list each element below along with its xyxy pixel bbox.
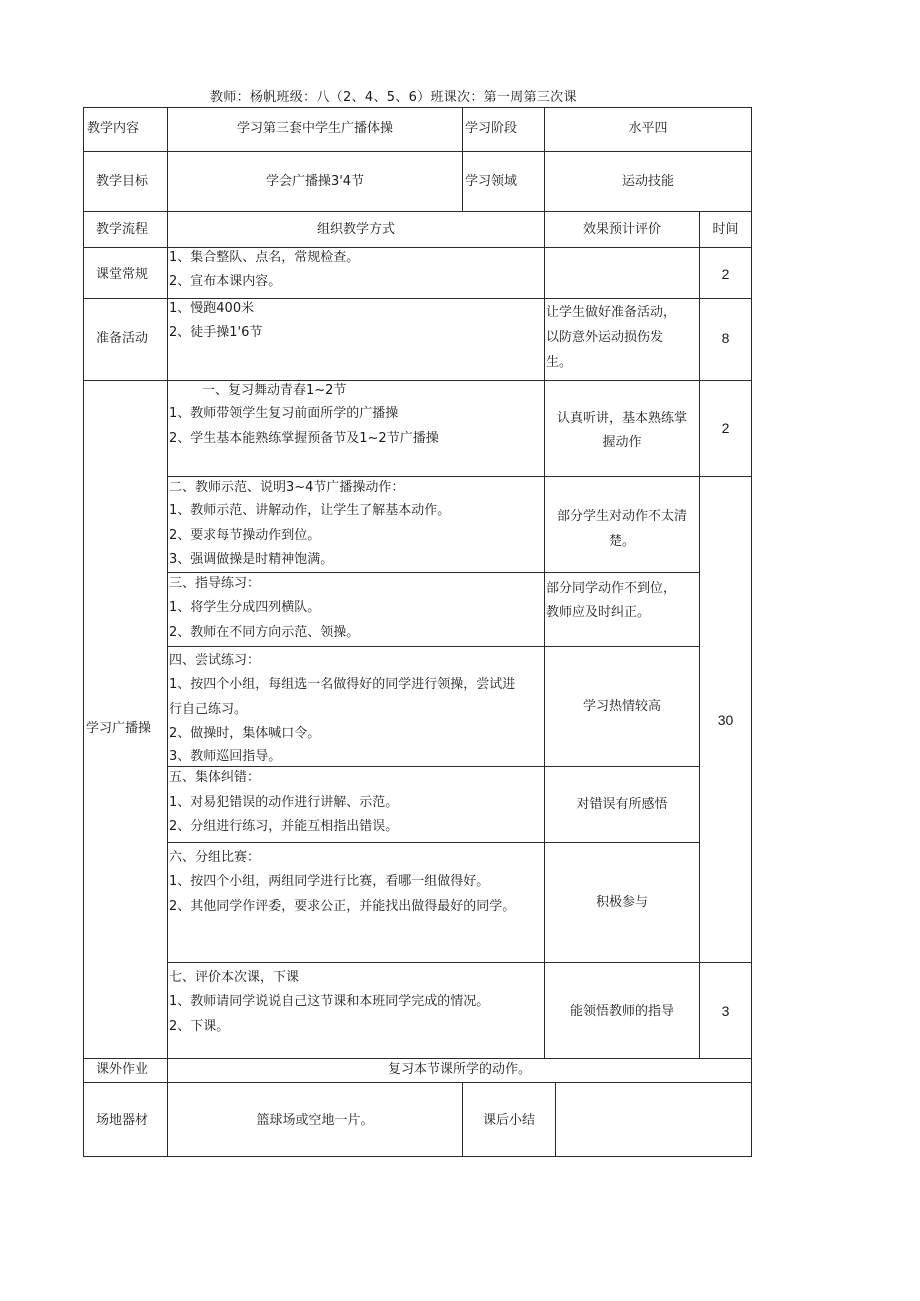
guide-title: 三、指导练习： bbox=[169, 576, 261, 591]
review-line: 1、教师带领学生复习前面所学的广播操 bbox=[169, 406, 399, 421]
routine-line: 1、集合整队、点名，常规检查。 bbox=[169, 250, 360, 265]
review-effect-line: 握动作 bbox=[602, 435, 642, 450]
venue-value: 篮球场或空地一片。 bbox=[256, 1113, 374, 1128]
guide-effect-line: 部分同学动作不到位， bbox=[546, 581, 677, 596]
row-divider bbox=[83, 1082, 752, 1083]
compete-line: 2、其他同学作评委，要求公正，并能找出做得最好的同学。 bbox=[169, 899, 516, 914]
correct-line: 1、对易犯错误的动作进行讲解、示范。 bbox=[169, 795, 399, 810]
stage-label: 学习阶段 bbox=[465, 121, 518, 136]
row-divider bbox=[83, 247, 752, 248]
demo-effect-line: 部分学生对动作不太清 bbox=[556, 509, 687, 524]
correct-title: 五、集体纠错： bbox=[169, 770, 261, 785]
warmup-label: 准备活动 bbox=[96, 331, 149, 346]
trial-line: 2、做操时，集体喊口令。 bbox=[169, 726, 321, 741]
correct-effect: 对错误有所感悟 bbox=[576, 797, 668, 812]
row-divider bbox=[167, 766, 699, 767]
review-title: 一、复习舞动青春1~2节 bbox=[202, 383, 347, 398]
routine-time: 2 bbox=[721, 266, 730, 282]
row-divider bbox=[167, 646, 699, 647]
evaluate-title: 七、评价本次课，下课 bbox=[169, 970, 300, 985]
effect-column-header: 效果预计评价 bbox=[582, 222, 661, 237]
row-divider bbox=[83, 211, 752, 212]
row-divider bbox=[83, 298, 752, 299]
evaluate-line: 1、教师请同学说说自己这节课和本班同学完成的情况。 bbox=[169, 994, 490, 1009]
row-divider bbox=[167, 572, 699, 573]
warmup-effect-line: 让学生做好准备活动， bbox=[546, 305, 677, 320]
table-top-border bbox=[83, 107, 752, 108]
warmup-effect-line: 生。 bbox=[546, 355, 573, 370]
demo-effect-line: 楚。 bbox=[608, 534, 635, 549]
homework-value: 复习本节课所学的动作。 bbox=[387, 1062, 531, 1077]
warmup-effect-line: 以防意外运动损伤发 bbox=[546, 330, 664, 345]
method-column-header: 组织教学方式 bbox=[316, 222, 395, 237]
table-left-border bbox=[83, 107, 84, 1157]
row-divider bbox=[167, 476, 752, 477]
row-divider bbox=[83, 1058, 752, 1059]
table-bottom-border bbox=[83, 1156, 752, 1157]
flow-label: 教学流程 bbox=[96, 222, 149, 237]
demo-line: 3、强调做操是时精神饱满。 bbox=[169, 552, 334, 567]
column-divider bbox=[167, 107, 168, 1157]
content-label: 教学内容 bbox=[87, 121, 140, 136]
content-value: 学习第三套中学生广播体操 bbox=[236, 121, 393, 136]
trial-line: 3、教师巡回指导。 bbox=[169, 749, 282, 764]
demo-line: 1、教师示范、讲解动作，让学生了解基本动作。 bbox=[169, 503, 451, 518]
correct-line: 2、分组进行练习，并能互相指出错误。 bbox=[169, 819, 399, 834]
warmup-time: 8 bbox=[721, 330, 730, 346]
row-divider bbox=[83, 380, 752, 381]
routine-line: 2、宣布本课内容。 bbox=[169, 274, 282, 289]
guide-line: 2、教师在不同方向示范、领操。 bbox=[169, 625, 360, 640]
guide-line: 1、将学生分成四列横队。 bbox=[169, 600, 321, 615]
warmup-line: 2、徒手操1'6节 bbox=[169, 325, 263, 340]
trial-title: 四、尝试练习： bbox=[169, 653, 261, 668]
venue-label: 场地器材 bbox=[96, 1113, 149, 1128]
trial-line: 行自己练习。 bbox=[169, 702, 248, 717]
evaluate-time: 3 bbox=[721, 1003, 730, 1019]
time-column-header: 时间 bbox=[712, 222, 739, 237]
summary-label: 课后小结 bbox=[482, 1113, 535, 1128]
row-divider bbox=[83, 151, 752, 152]
practice-time: 30 bbox=[717, 712, 734, 728]
domain-label: 学习领域 bbox=[465, 174, 518, 189]
column-divider bbox=[462, 107, 463, 212]
row-divider bbox=[167, 962, 752, 963]
goal-value: 学会广播操3'4节 bbox=[265, 174, 365, 189]
review-time: 2 bbox=[721, 420, 730, 436]
compete-line: 1、按四个小组，两组同学进行比赛，看哪一组做得好。 bbox=[169, 874, 490, 889]
row-divider bbox=[167, 842, 699, 843]
review-line: 2、学生基本能熟练掌握预备节及1~2节广播操 bbox=[169, 431, 439, 446]
demo-line: 2、要求每节操动作到位。 bbox=[169, 528, 321, 543]
column-divider bbox=[555, 1082, 556, 1157]
column-divider bbox=[544, 211, 545, 1059]
stage-value: 水平四 bbox=[628, 121, 668, 136]
homework-label: 课外作业 bbox=[96, 1062, 149, 1077]
evaluate-effect: 能领悟教师的指导 bbox=[569, 1004, 674, 1019]
warmup-line: 1、慢跑400米 bbox=[169, 301, 255, 316]
compete-effect: 积极参与 bbox=[595, 895, 648, 910]
trial-line: 1、按四个小组，每组选一名做得好的同学进行领操，尝试进 bbox=[169, 677, 516, 692]
evaluate-line: 2、下课。 bbox=[169, 1019, 230, 1034]
routine-label: 课堂常规 bbox=[96, 267, 149, 282]
trial-effect: 学习热情较高 bbox=[582, 699, 661, 714]
lesson-header: 教师：杨帆班级：八（2、4、5、6）班课次：第一周第三次课 bbox=[210, 90, 577, 105]
study-label: 学习广播操 bbox=[86, 721, 152, 736]
demo-title: 二、教师示范、说明3~4节广播操动作： bbox=[169, 480, 405, 495]
goal-label: 教学目标 bbox=[96, 174, 149, 189]
compete-title: 六、分组比赛： bbox=[169, 850, 261, 865]
guide-effect-line: 教师应及时纠正。 bbox=[546, 605, 651, 620]
domain-value: 运动技能 bbox=[621, 174, 674, 189]
review-effect-line: 认真听讲，基本熟练掌 bbox=[556, 411, 687, 426]
table-right-border bbox=[751, 107, 752, 1157]
